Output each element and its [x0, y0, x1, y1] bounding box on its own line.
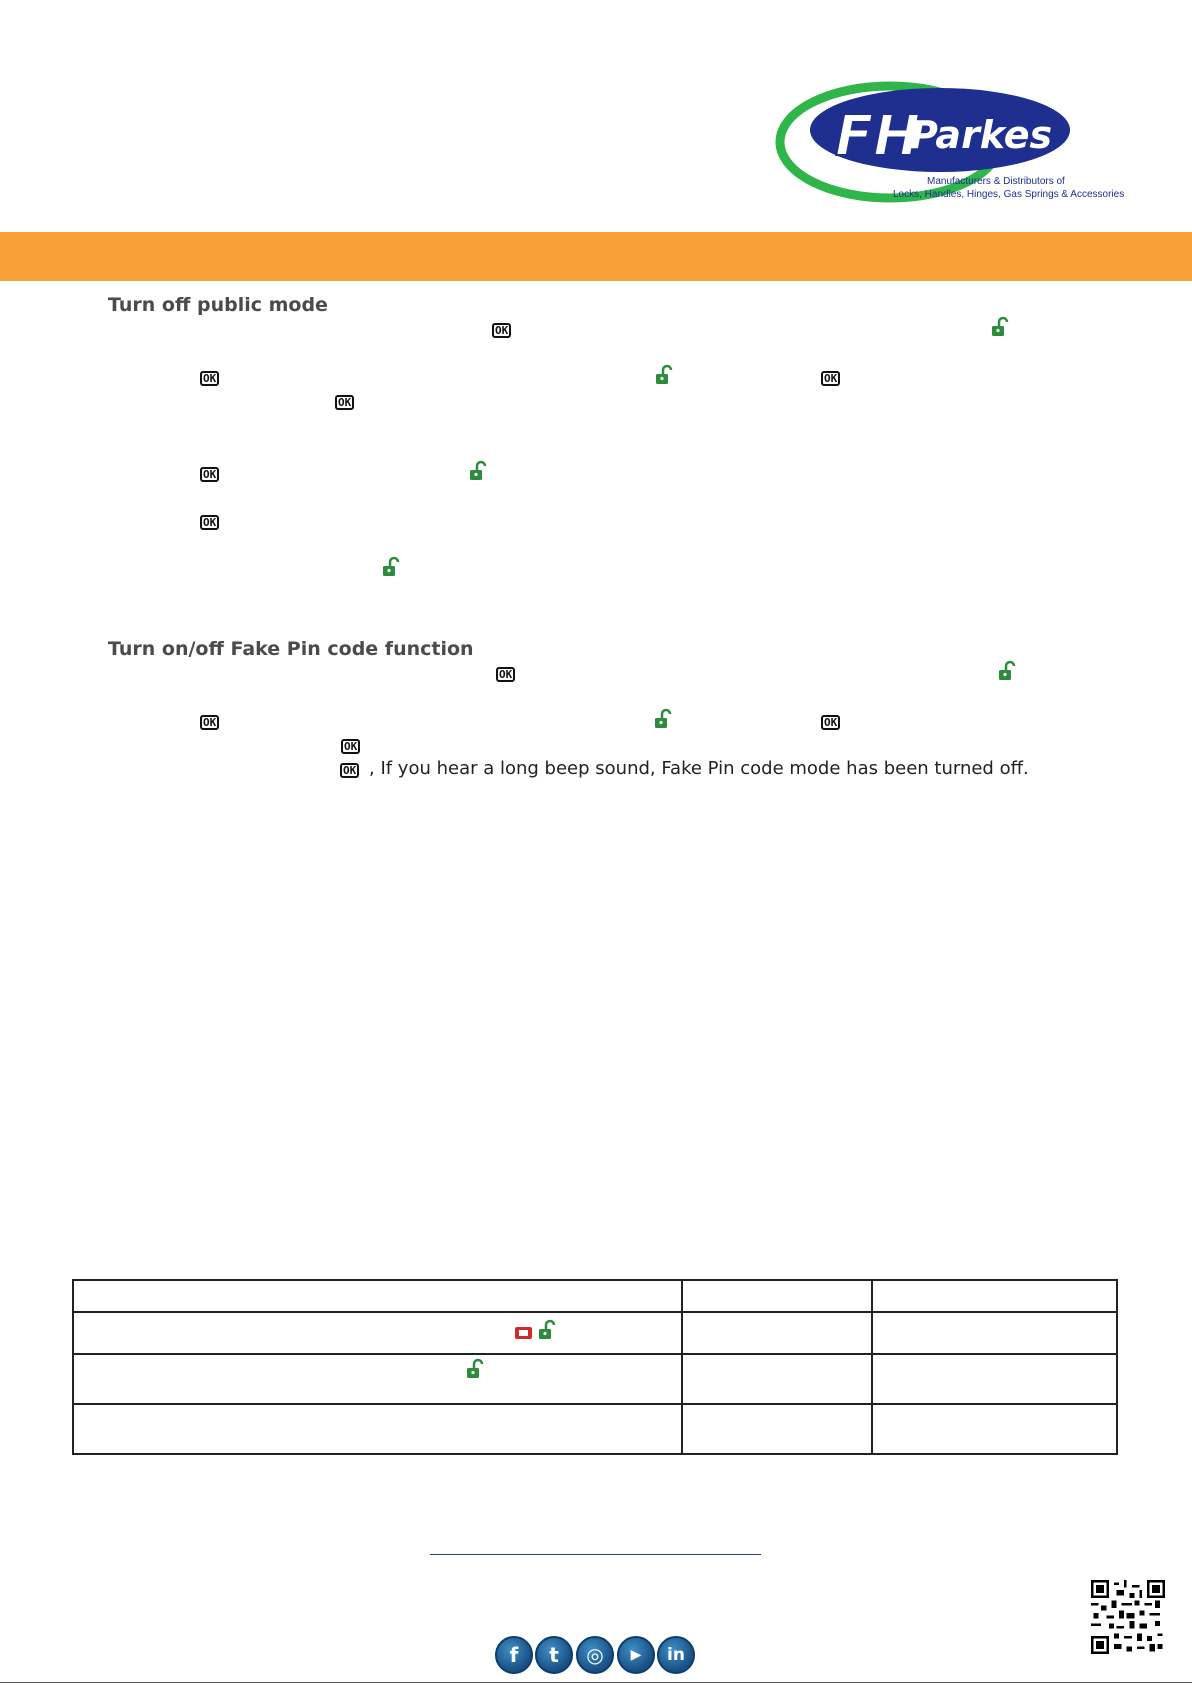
ok-key-icon: OK — [821, 370, 840, 386]
green-unlock-icon — [539, 1320, 555, 1340]
green-unlock-icon — [470, 461, 486, 481]
svg-text:FH: FH — [835, 104, 921, 169]
orange-header-bar — [0, 232, 1192, 281]
logo-tagline-2: Locks, Handles, Hinges, Gas Springs & Accessories — [893, 189, 1125, 200]
ok-key-icon: OK — [200, 370, 219, 386]
ok-key-icon: OK — [821, 714, 840, 730]
green-unlock-icon — [999, 661, 1015, 681]
info-table — [72, 1279, 1118, 1455]
website-link-underline[interactable] — [430, 1554, 761, 1555]
twitter-icon[interactable]: t — [535, 1636, 573, 1674]
fake-pin-off-instruction: , If you hear a long beep sound, Fake Pin code mode has been turned off. — [369, 758, 1029, 779]
table-row — [73, 1312, 1117, 1354]
ok-key-icon: OK — [200, 514, 219, 530]
ok-key-icon: OK — [335, 394, 354, 410]
ok-key-icon: OK — [341, 738, 360, 754]
logo-tagline-1: Manufacturers & Distributors of — [927, 176, 1065, 187]
table-row — [73, 1354, 1117, 1404]
fhparkes-logo — [775, 80, 1125, 210]
instagram-icon[interactable]: ◎ — [576, 1636, 614, 1674]
qr-code-icon[interactable] — [1091, 1579, 1165, 1655]
public-mode-heading: Turn off public mode — [108, 294, 328, 316]
green-unlock-icon — [655, 709, 671, 729]
ok-key-icon: OK — [340, 762, 359, 778]
red-battery-icon — [514, 1325, 534, 1341]
table-row — [73, 1404, 1117, 1454]
ok-key-icon: OK — [200, 466, 219, 482]
ok-key-icon: OK — [496, 666, 515, 682]
svg-text:Parkes: Parkes — [910, 113, 1053, 157]
ok-key-icon: OK — [492, 322, 511, 338]
green-unlock-icon — [467, 1359, 483, 1379]
youtube-icon[interactable]: ▶ — [617, 1636, 655, 1674]
green-unlock-icon — [992, 317, 1008, 337]
linkedin-icon[interactable]: in — [657, 1636, 695, 1674]
green-unlock-icon — [383, 557, 399, 577]
fake-pin-heading: Turn on/off Fake Pin code function — [108, 638, 474, 660]
table-row — [73, 1280, 1117, 1312]
facebook-icon[interactable]: f — [495, 1636, 533, 1674]
ok-key-icon: OK — [200, 714, 219, 730]
green-unlock-icon — [656, 365, 672, 385]
footer-divider — [0, 1682, 1192, 1683]
